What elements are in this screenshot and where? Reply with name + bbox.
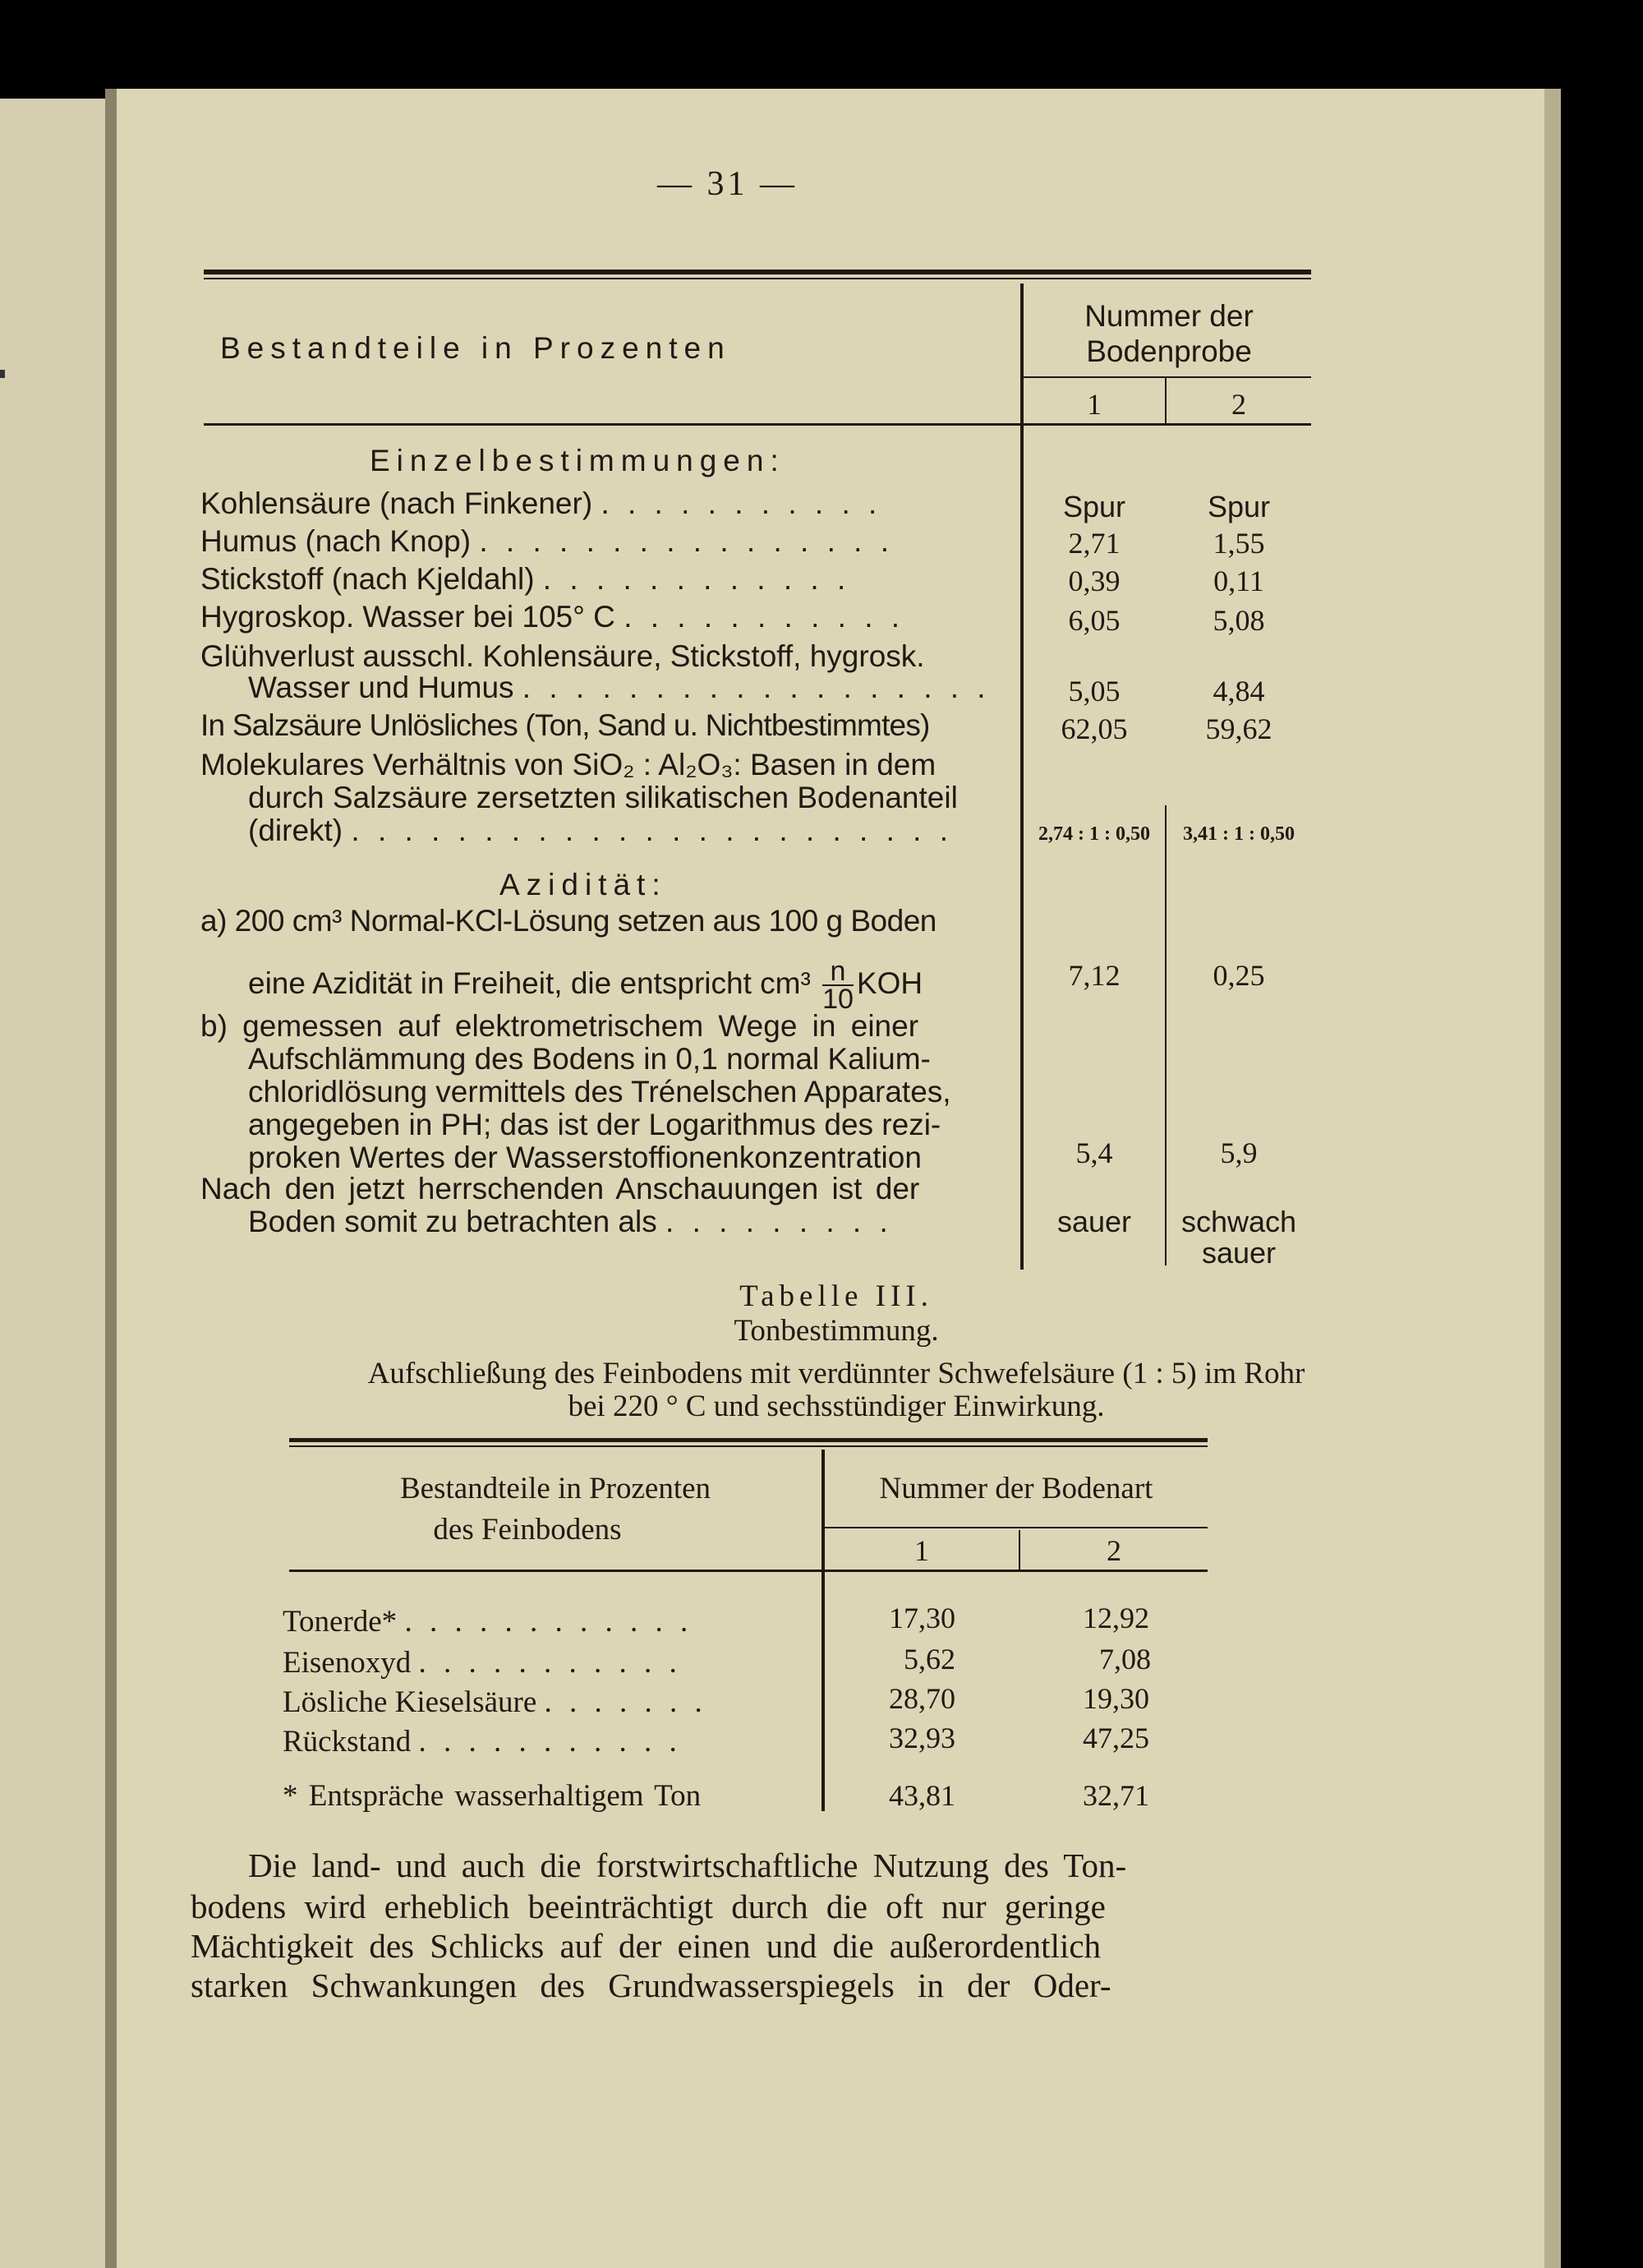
left-page-edge bbox=[0, 99, 105, 2268]
table-row-label: Molekulares Verhältnis von SiO₂ : Al₂O₃: Basen in dem bbox=[200, 748, 937, 781]
table3-cell: 7,08 bbox=[1099, 1643, 1151, 1676]
table-cell: sauer bbox=[1056, 1205, 1132, 1238]
body-line: bodens wird erheblich beeinträchtigt durch die oft nur geringe bbox=[191, 1888, 1106, 1925]
table-cell: Spur bbox=[1062, 490, 1126, 523]
table3-cell: 32,71 bbox=[1083, 1779, 1149, 1812]
table-row-label: Humus (nach Knop) . . . . . . . . . . . . . . . . bbox=[200, 524, 895, 558]
table3-title: Tabelle III. bbox=[739, 1279, 933, 1313]
table3-header-components: des Feinbodens bbox=[433, 1513, 622, 1547]
table-cell: 0,25 bbox=[1213, 959, 1265, 992]
table-row-label-cont: durch Salzsäure zersetzten silikatischen Bodenanteil bbox=[248, 781, 958, 814]
table3-col-1: 1 bbox=[914, 1534, 929, 1567]
table-cell: 1,55 bbox=[1213, 527, 1265, 560]
section-single-determinations: Einzelbestimmungen: bbox=[370, 444, 785, 477]
conclusion-line: Boden somit zu betrachten als . . . . . . . . . bbox=[248, 1205, 893, 1238]
table-cell: 6,05 bbox=[1068, 604, 1121, 637]
conclusion-line: Nach den jetzt herrschenden Anschauungen ist der bbox=[200, 1172, 920, 1205]
table3-row-label: Eisenoxyd . . . . . . . . . . . bbox=[283, 1646, 682, 1680]
acidity-b-line: Aufschlämmung des Bodens in 0,1 normal Kalium- bbox=[248, 1042, 931, 1076]
body-line: starken Schwankungen des Grundwasserspiegels in der Oder- bbox=[191, 1966, 1111, 2004]
table3-cell: 12,92 bbox=[1083, 1602, 1149, 1634]
table-cell: 4,84 bbox=[1213, 675, 1265, 708]
acidity-b-line: b) gemessen auf elektrometrischem Wege in einer bbox=[200, 1009, 919, 1043]
table3-subtitle: Tonbestimmung. bbox=[734, 1314, 939, 1348]
table3-row-label: Tonerde* . . . . . . . . . . . . bbox=[283, 1605, 693, 1639]
table-row-label: Kohlensäure (nach Finkener) . . . . . . . . . . . bbox=[200, 486, 882, 520]
table-row-label: Glühverlust ausschl. Kohlensäure, Stickstoff, hygrosk. bbox=[200, 639, 925, 673]
acidity-b-line: chloridlösung vermittels des Trénelschen Apparates, bbox=[248, 1075, 951, 1109]
table3-cell: 32,93 bbox=[889, 1722, 955, 1754]
body-line: Mächtigkeit des Schlicks auf der einen und die außerordentlich bbox=[191, 1927, 1102, 1965]
table3-description: bei 220 ° C und sechsstündiger Einwirkung. bbox=[568, 1390, 1105, 1423]
table-cell: 2,71 bbox=[1068, 527, 1121, 560]
table-col-2: 2 bbox=[1231, 388, 1246, 421]
table-cell: 5,08 bbox=[1213, 604, 1265, 637]
table-cell: 5,05 bbox=[1068, 675, 1121, 708]
page-number: — 31 — bbox=[657, 165, 798, 203]
table3-footnote: * Entspräche wasserhaltigem Ton bbox=[283, 1779, 702, 1813]
acidity-a-line: eine Azidität in Freiheit, die entspricht cm³ $\frac{n}{10}$ KOH bbox=[248, 956, 923, 1015]
page-edge bbox=[1544, 89, 1561, 2268]
table-row-label-cont: (direkt) . . . . . . . . . . . . . . . . . . . . . . . bbox=[248, 814, 953, 847]
table3-row-label: Lösliche Kieselsäure . . . . . . . bbox=[283, 1685, 707, 1719]
table3-cell: 5,62 bbox=[904, 1643, 955, 1676]
table3-cell: 43,81 bbox=[889, 1779, 955, 1812]
acidity-b-line: angegeben in PH; das ist der Logarithmus des rezi- bbox=[248, 1108, 941, 1141]
table-cell: 5,9 bbox=[1220, 1136, 1258, 1169]
table3-cell: 28,70 bbox=[889, 1682, 955, 1715]
table-cell: 0,39 bbox=[1068, 565, 1121, 597]
table3-header-components: Bestandteile in Prozenten bbox=[399, 1472, 711, 1505]
section-acidity: Azidität: bbox=[499, 868, 667, 901]
table-cell: sauer bbox=[1201, 1236, 1277, 1270]
table-col-1: 1 bbox=[1087, 388, 1102, 421]
table-cell: 2,74 : 1 : 0,50 bbox=[1038, 823, 1150, 845]
table-cell: 5,4 bbox=[1075, 1136, 1113, 1169]
acidity-a-line: a) 200 cm³ Normal-KCl-Lösung setzen aus 100 g Boden bbox=[200, 904, 937, 938]
table-cell: 59,62 bbox=[1205, 712, 1273, 745]
table3-cell: 47,25 bbox=[1083, 1722, 1149, 1754]
table-cell: 62,05 bbox=[1061, 712, 1128, 745]
table3-row-label: Rückstand . . . . . . . . . . . bbox=[283, 1725, 682, 1759]
body-line: Die land- und auch die forstwirtschaftliche Nutzung des Ton- bbox=[248, 1846, 1127, 1884]
table-cell: schwach bbox=[1180, 1205, 1297, 1238]
acidity-b-line: proken Wertes der Wasserstoffionenkonzentration bbox=[248, 1141, 922, 1174]
table-row-label: Hygroskop. Wasser bei 105° C . . . . . . . . . . . bbox=[200, 600, 905, 634]
table3-header-number: Nummer der Bodenart bbox=[879, 1472, 1153, 1505]
table3-cell: 19,30 bbox=[1083, 1682, 1149, 1715]
table-row-label-cont: Wasser und Humus . . . . . . . . . . . . . . . . . . bbox=[248, 671, 991, 704]
table-cell: 7,12 bbox=[1068, 959, 1121, 992]
table-cell: 3,41 : 1 : 0,50 bbox=[1183, 823, 1295, 845]
table-header-components: Bestandteile in Prozenten bbox=[220, 331, 731, 365]
table-cell: Spur bbox=[1207, 490, 1271, 523]
table-row-label: Stickstoff (nach Kjeldahl) . . . . . . . . . . . . bbox=[200, 562, 851, 596]
table-cell: 0,11 bbox=[1213, 565, 1264, 597]
table-row-label: In Salzsäure Unlösliches (Ton, Sand u. Nichtbestimmtes) bbox=[200, 708, 930, 742]
table3-col-2: 2 bbox=[1107, 1534, 1121, 1567]
page-gutter bbox=[105, 89, 117, 2268]
table-header-sample-number: Nummer der Bodenprobe bbox=[1084, 299, 1254, 368]
table3-cell: 17,30 bbox=[889, 1602, 955, 1634]
table3-description: Aufschließung des Feinbodens mit verdünnter Schwefelsäure (1 : 5) im Rohr bbox=[367, 1357, 1305, 1390]
